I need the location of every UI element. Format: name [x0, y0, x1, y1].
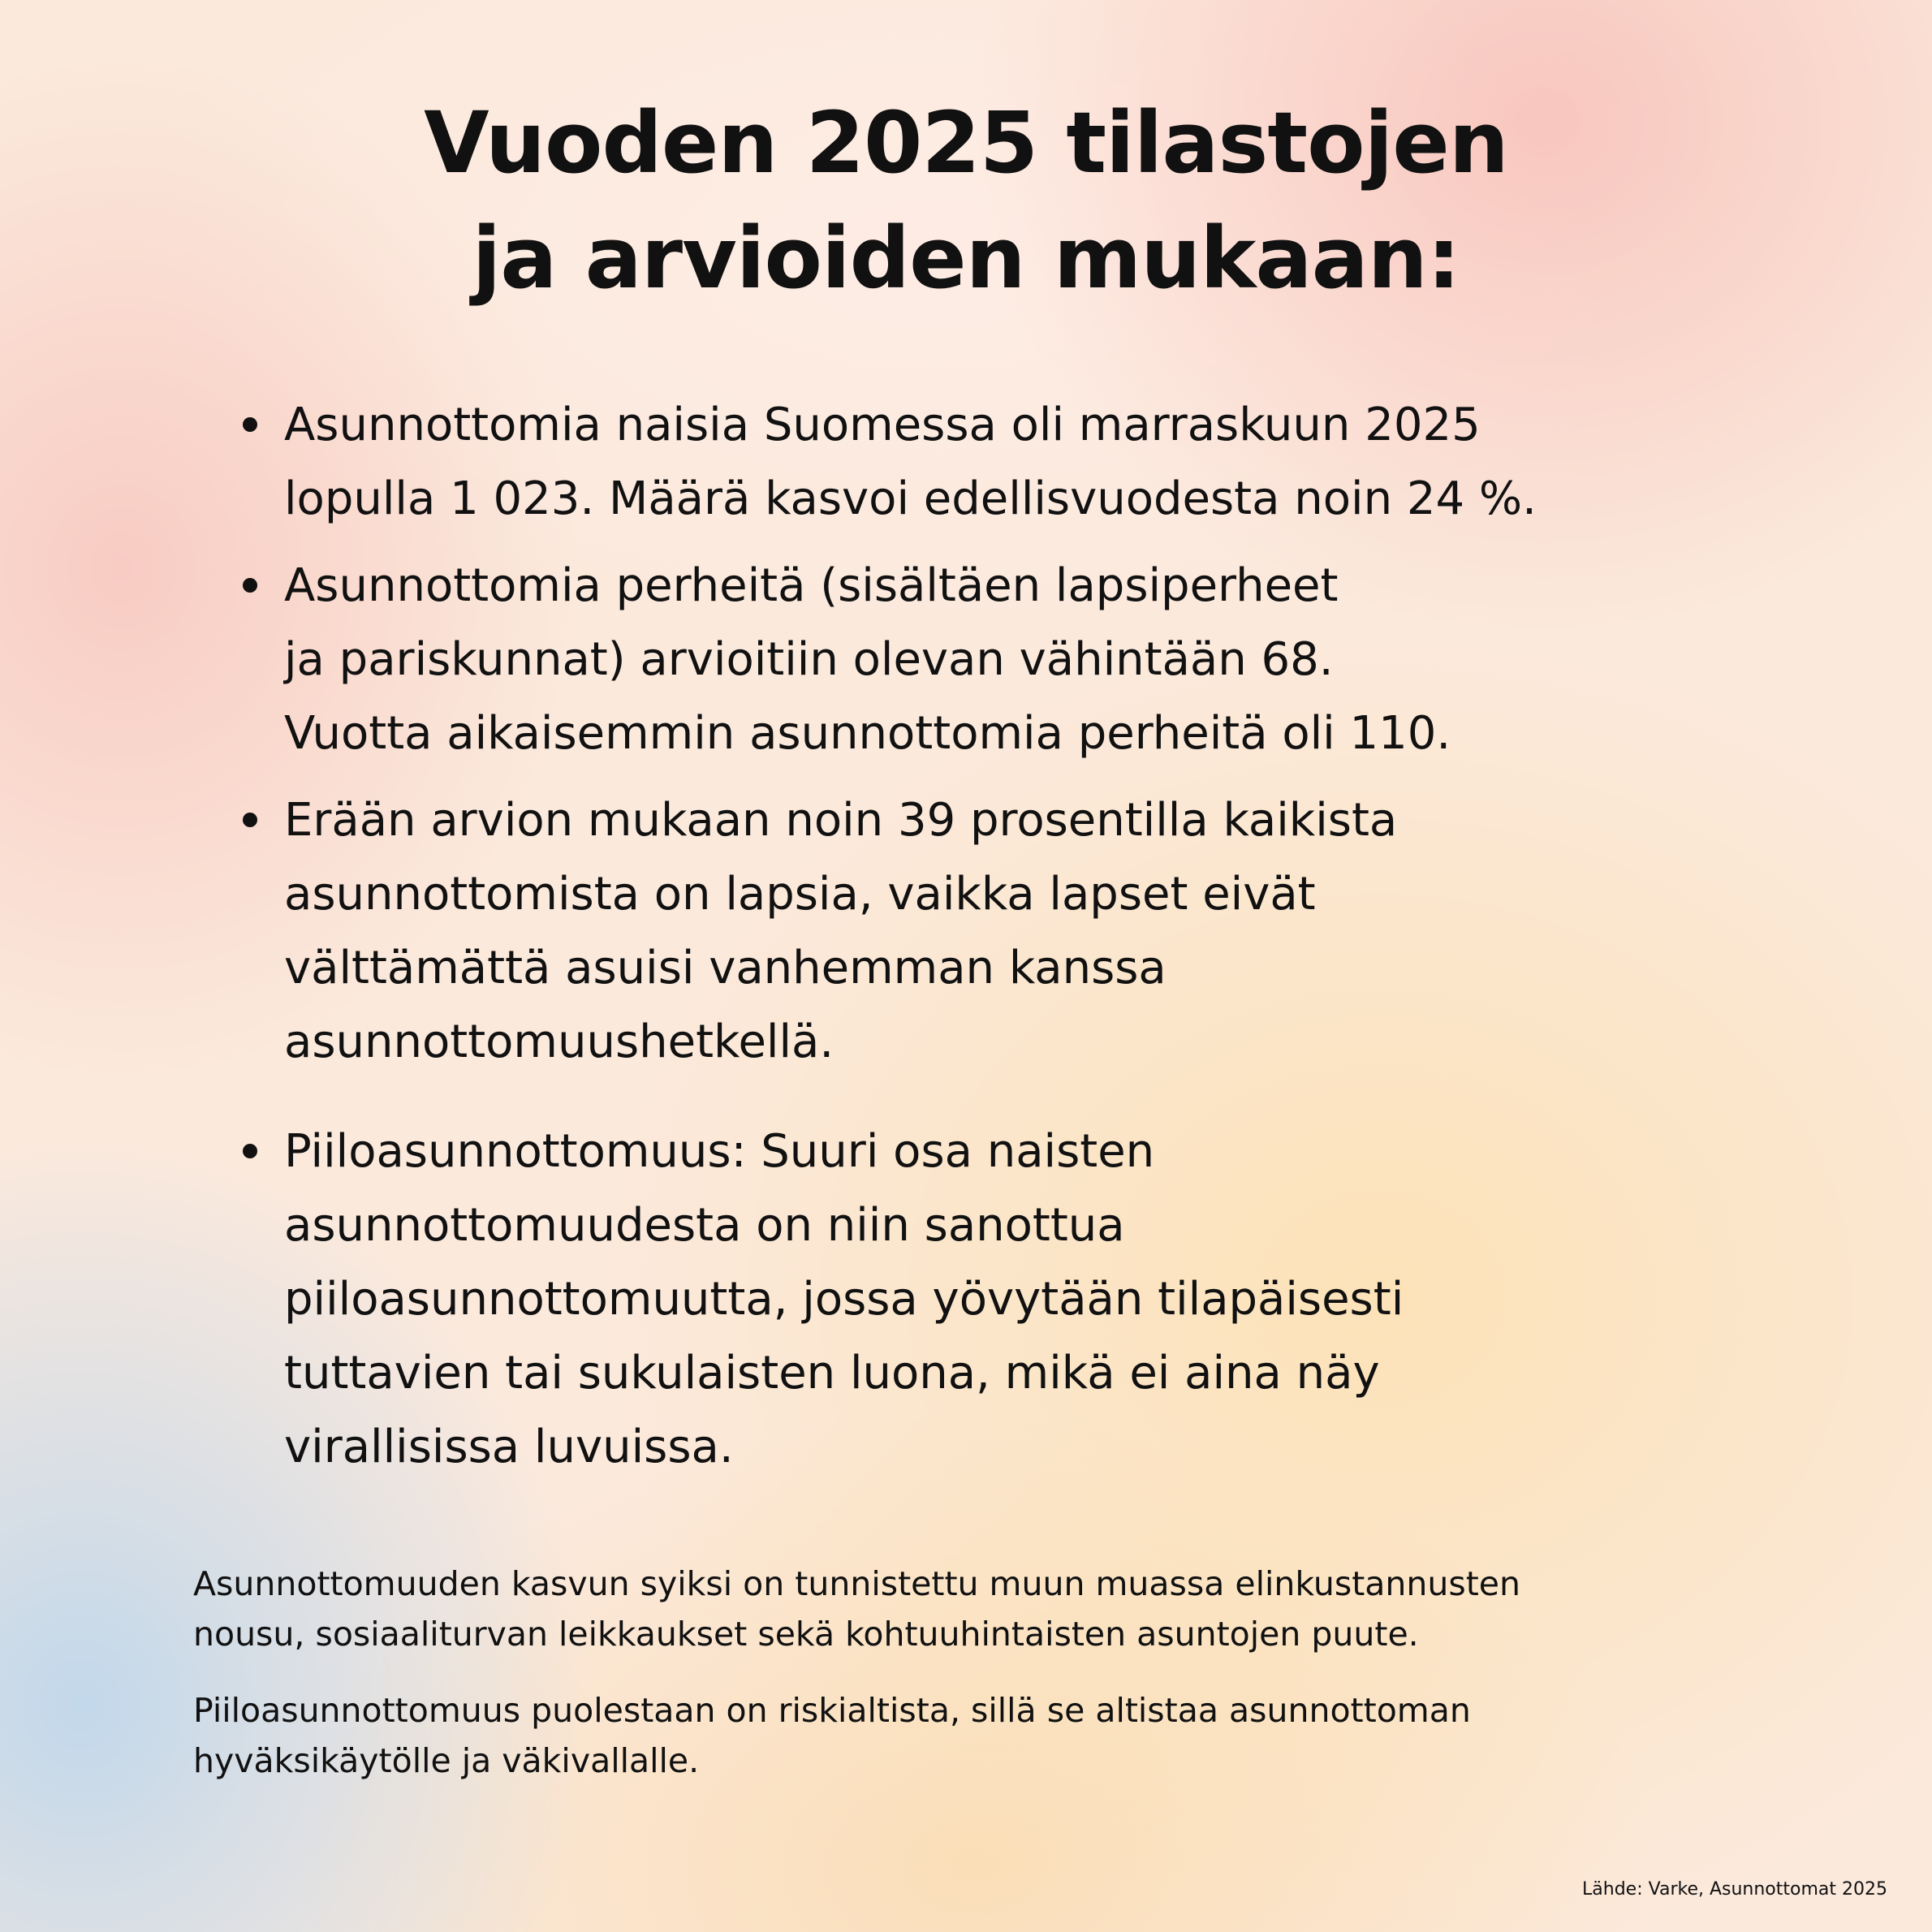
text-line: nousu, sosiaaliturvan leikkaukset sekä kohtuuhintaisten asuntojen puute. [193, 1615, 1419, 1654]
page-title [0, 85, 1932, 316]
text-line: tuttavien tai sukulaisten luona, mikä ei aina näy [284, 1347, 1380, 1399]
summary-paragraph-risks [193, 1685, 1784, 1786]
bullet-icon [243, 417, 257, 432]
text-line: Erään arvion mukaan noin 39 prosentilla kaikista [284, 794, 1398, 847]
bullet-icon [243, 578, 257, 593]
text-line: ja pariskunnat) arvioitiin olevan vähintään 68. [284, 633, 1334, 686]
statistics-list [284, 388, 1713, 1497]
bullet-icon [243, 813, 257, 827]
text-line: Asunnottomia perheitä (sisältäen lapsiperheet [284, 559, 1339, 612]
source-citation: Lähde: Varke, Asunnottomat 2025 [1582, 1879, 1887, 1900]
text-line: Vuotta aikaisemmin asunnottomia perheitä oli 110. [284, 707, 1451, 760]
title-line-2: ja arvioiden mukaan: [472, 209, 1460, 308]
text-line: virallisissa luvuissa. [284, 1421, 734, 1473]
title-line-1: Vuoden 2025 tilastojen [424, 93, 1508, 192]
text-line: Piiloasunnottomuus: Suuri osa naisten [284, 1125, 1155, 1178]
text-line: asunnottomuudesta on niin sanottua [284, 1199, 1125, 1252]
text-line: lopulla 1 023. Määrä kasvoi edellisvuodesta noin 24 %. [284, 472, 1537, 525]
text-line: Asunnottomuuden kasvun syiksi on tunnistettu muun muassa elinkustannusten [193, 1564, 1521, 1603]
text-line: hyväksikäytölle ja väkivallalle. [193, 1741, 700, 1780]
statistic-item-women [284, 388, 1713, 536]
statistic-item-families [284, 549, 1713, 770]
statistic-item-children [284, 783, 1713, 1079]
bullet-icon [243, 1144, 257, 1158]
summary-section [193, 1559, 1784, 1812]
text-line: Piiloasunnottomuus puolestaan on riskialtista, sillä se altistaa asunnottoman [193, 1691, 1471, 1730]
statistic-item-hidden-homelessness [284, 1115, 1713, 1484]
text-line: piiloasunnottomuutta, jossa yövytään tilapäisesti [284, 1273, 1404, 1326]
text-line: Asunnottomia naisia Suomessa oli marraskuun 2025 [284, 399, 1481, 451]
text-line: välttämättä asuisi vanhemman kanssa [284, 942, 1167, 994]
text-line: asunnottomuushetkellä. [284, 1016, 834, 1068]
text-line: asunnottomista on lapsia, vaikka lapset eivät [284, 868, 1316, 921]
summary-paragraph-causes [193, 1559, 1784, 1659]
